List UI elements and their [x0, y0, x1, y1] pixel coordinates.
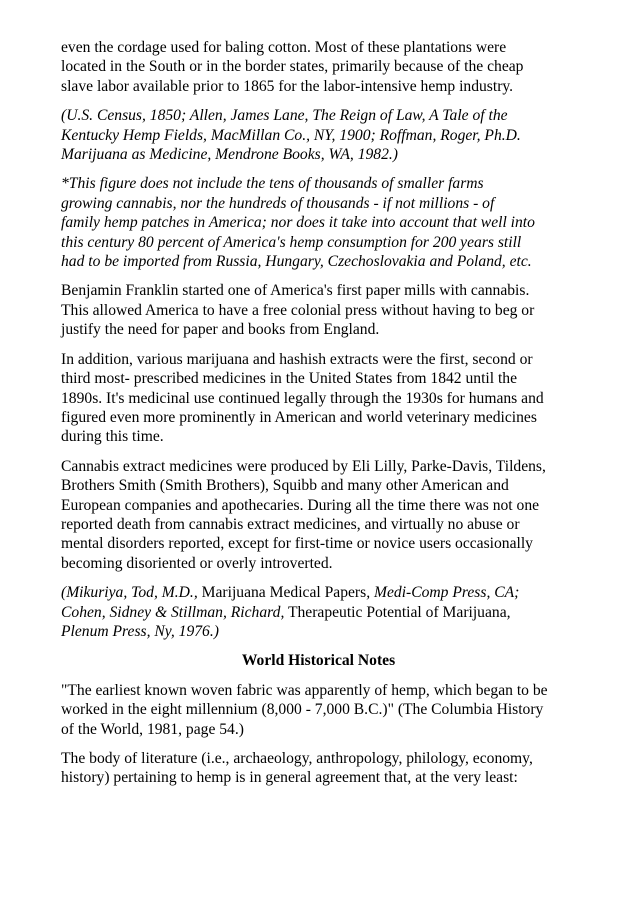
paragraph-plantations: [61, 38, 588, 96]
citation-mikuriya: [61, 583, 588, 641]
text-line: European companies and apothecaries. During all the time there was not one: [61, 496, 540, 514]
text-line: during this time.: [61, 428, 164, 446]
citation-separator: ,: [506, 603, 511, 621]
text-line: figured even more prominently in American and world veterinary medicines: [61, 408, 537, 426]
text-line: becoming disoriented or overly introverted.: [61, 554, 333, 572]
text-line: even the cordage used for baling cotton. Most of these plantations were: [61, 39, 507, 56]
text-line: This allowed America to have a free colonial press without having to beg or: [61, 301, 535, 319]
text-line: Brothers Smith (Smith Brothers), Squibb and many other American and: [61, 477, 509, 495]
text-line: [61, 583, 588, 602]
paragraph-medicines: [61, 350, 588, 447]
text-line: 1890s. It's medicinal use continued legally through the 1930s for humans and: [61, 389, 544, 407]
citation-publisher: , Medi-Comp Press, CA;: [366, 584, 520, 602]
text-line: mental disorders reported, except for first-time or novice users occasionally: [61, 535, 533, 553]
text-line: family hemp patches in America; nor does it take into account that well into: [61, 214, 535, 232]
text-line: The body of literature (i.e., archaeology, anthropology, philology, economy,: [61, 750, 533, 767]
citation-author: Cohen, Sidney & Stillman, Richard,: [61, 603, 285, 621]
text-line: slave labor available prior to 1865 for the labor-intensive hemp industry.: [61, 77, 514, 95]
paragraph-franklin: [61, 281, 588, 339]
text-line: In addition, various marijuana and hashish extracts were the first, second or: [61, 350, 533, 368]
paragraph-literature: [61, 749, 588, 788]
citation-title: Therapeutic Potential of Marijuana: [284, 603, 507, 621]
text-line: (U.S. Census, 1850; Allen, James Lane, The Reign of Law, A Tale of the: [61, 107, 508, 125]
paragraph-extracts: [61, 457, 588, 573]
footnote-figure: [61, 174, 588, 271]
text-line: reported death from cannabis extract medicines, and virtually no abuse or: [61, 515, 520, 533]
citation-author: (Mikuriya, Tod, M.D.,: [61, 584, 198, 602]
text-line: had to be imported from Russia, Hungary, Czechoslovakia and Poland, etc.: [61, 253, 532, 271]
text-line: Benjamin Franklin started one of America's first paper mills with cannabis.: [61, 282, 530, 300]
text-line: "The earliest known woven fabric was apparently of hemp, which began to be: [61, 681, 548, 699]
text-line: located in the South or in the border states, primarily because of the cheap: [61, 58, 524, 76]
text-line: this century 80 percent of America's hemp consumption for 200 years still: [61, 233, 522, 251]
text-line: history) pertaining to hemp is in general agreement that, at the very least:: [61, 769, 518, 787]
text-line: [61, 603, 588, 622]
text-line: Kentucky Hemp Fields, MacMillan Co., NY, 1900; Roffman, Roger, Ph.D.: [61, 126, 521, 144]
text-line: justify the need for paper and books from England.: [61, 321, 380, 339]
text-line: worked in the eight millennium (8,000 - 7,000 B.C.)" (The Columbia History: [61, 701, 544, 719]
paragraph-woven-fabric: [61, 681, 588, 739]
text-line: of the World, 1981, page 54.): [61, 720, 244, 738]
citation-title: Marijuana Medical Papers: [197, 584, 367, 602]
citation-census: [61, 106, 588, 164]
text-line: Cannabis extract medicines were produced by Eli Lilly, Parke-Davis, Tildens,: [61, 457, 546, 475]
text-line: *This figure does not include the tens of thousands of smaller farms: [61, 175, 484, 193]
text-line: Marijuana as Medicine, Mendrone Books, WA, 1982.): [61, 146, 398, 164]
text-line: Plenum Press, Ny, 1976.): [61, 622, 219, 640]
text-line: third most- prescribed medicines in the United States from 1842 until the: [61, 370, 518, 388]
section-heading: World Historical Notes: [241, 652, 396, 670]
text-line: growing cannabis, nor the hundreds of thousands - if not millions - of: [61, 194, 495, 212]
